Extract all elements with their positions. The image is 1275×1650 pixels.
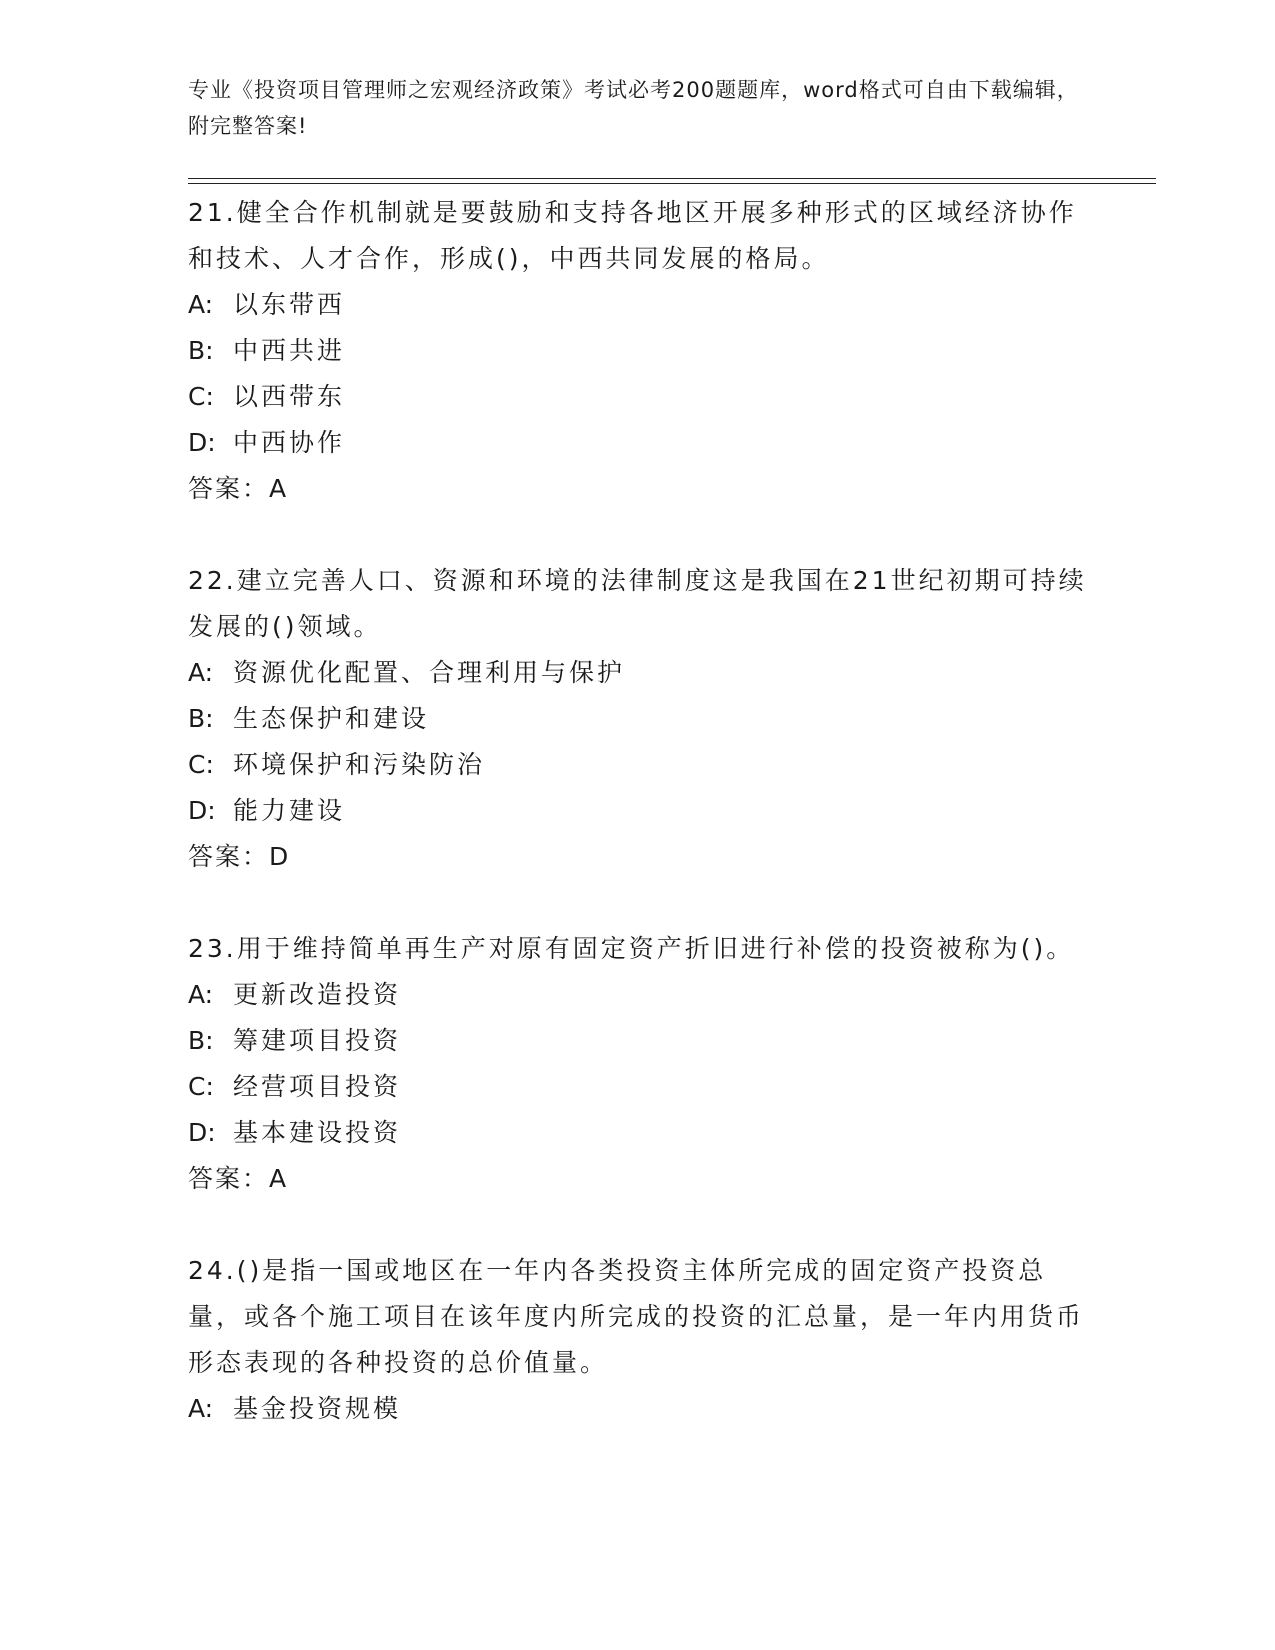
option-letter: B: <box>188 336 214 365</box>
option-c <box>188 742 1088 788</box>
option-text: 能力建设 <box>233 796 346 825</box>
option-text: 中西共进 <box>233 336 346 365</box>
header-rule-top <box>188 178 1156 179</box>
question-text: 22.建立完善人口、资源和环境的法律制度这是我国在21世纪初期可持续发展的()领域。 <box>188 566 1087 641</box>
option-a <box>188 972 1088 1018</box>
question-24 <box>188 1248 1088 1432</box>
question-23 <box>188 926 1088 1202</box>
option-letter: A: <box>188 1394 214 1423</box>
option-letter: D: <box>188 428 216 457</box>
document-header: 专业《投资项目管理师之宏观经济政策》考试必考200题题库，word格式可自由下载编辑，附完整答案! <box>188 78 1079 138</box>
option-text: 基金投资规模 <box>233 1394 402 1423</box>
option-c <box>188 1064 1088 1110</box>
option-d <box>188 420 1088 466</box>
option-text: 环境保护和污染防治 <box>233 750 486 779</box>
question-text: 23.用于维持简单再生产对原有固定资产折旧进行补偿的投资被称为()。 <box>188 934 1075 963</box>
answer-line: 答案：A <box>188 1164 289 1193</box>
option-letter: A: <box>188 658 214 687</box>
option-b <box>188 696 1088 742</box>
option-text: 筹建项目投资 <box>233 1026 402 1055</box>
option-text: 中西协作 <box>233 428 346 457</box>
question-text: 24.()是指一国或地区在一年内各类投资主体所完成的固定资产投资总量，或各个施工项目在该年度内所完成的投资的汇总量，是一年内用货币形态表现的各种投资的总价值量。 <box>188 1256 1085 1377</box>
option-letter: A: <box>188 290 214 319</box>
option-b <box>188 1018 1088 1064</box>
option-text: 更新改造投资 <box>233 980 402 1009</box>
option-letter: B: <box>188 704 214 733</box>
answer-line: 答案：D <box>188 842 291 871</box>
option-letter: C: <box>188 750 214 779</box>
option-letter: C: <box>188 382 214 411</box>
option-c <box>188 374 1088 420</box>
option-b <box>188 328 1088 374</box>
header-rule-bottom <box>188 183 1156 184</box>
option-letter: B: <box>188 1026 214 1055</box>
option-text: 以西带东 <box>233 382 346 411</box>
option-letter: D: <box>188 1118 216 1147</box>
option-d <box>188 788 1088 834</box>
question-21 <box>188 190 1088 512</box>
question-text: 21.健全合作机制就是要鼓励和支持各地区开展多种形式的区域经济协作和技术、人才合作，形成()，中西共同发展的格局。 <box>188 198 1077 273</box>
option-a <box>188 650 1088 696</box>
question-list <box>188 190 1088 1478</box>
option-text: 经营项目投资 <box>233 1072 402 1101</box>
option-text: 资源优化配置、合理利用与保护 <box>233 658 626 687</box>
option-d <box>188 1110 1088 1156</box>
option-a <box>188 1386 1088 1432</box>
option-text: 生态保护和建设 <box>233 704 430 733</box>
question-22 <box>188 558 1088 880</box>
option-a <box>188 282 1088 328</box>
option-letter: A: <box>188 980 214 1009</box>
option-text: 基本建设投资 <box>233 1118 402 1147</box>
option-text: 以东带西 <box>233 290 346 319</box>
option-letter: C: <box>188 1072 214 1101</box>
option-letter: D: <box>188 796 216 825</box>
answer-line: 答案：A <box>188 474 289 503</box>
